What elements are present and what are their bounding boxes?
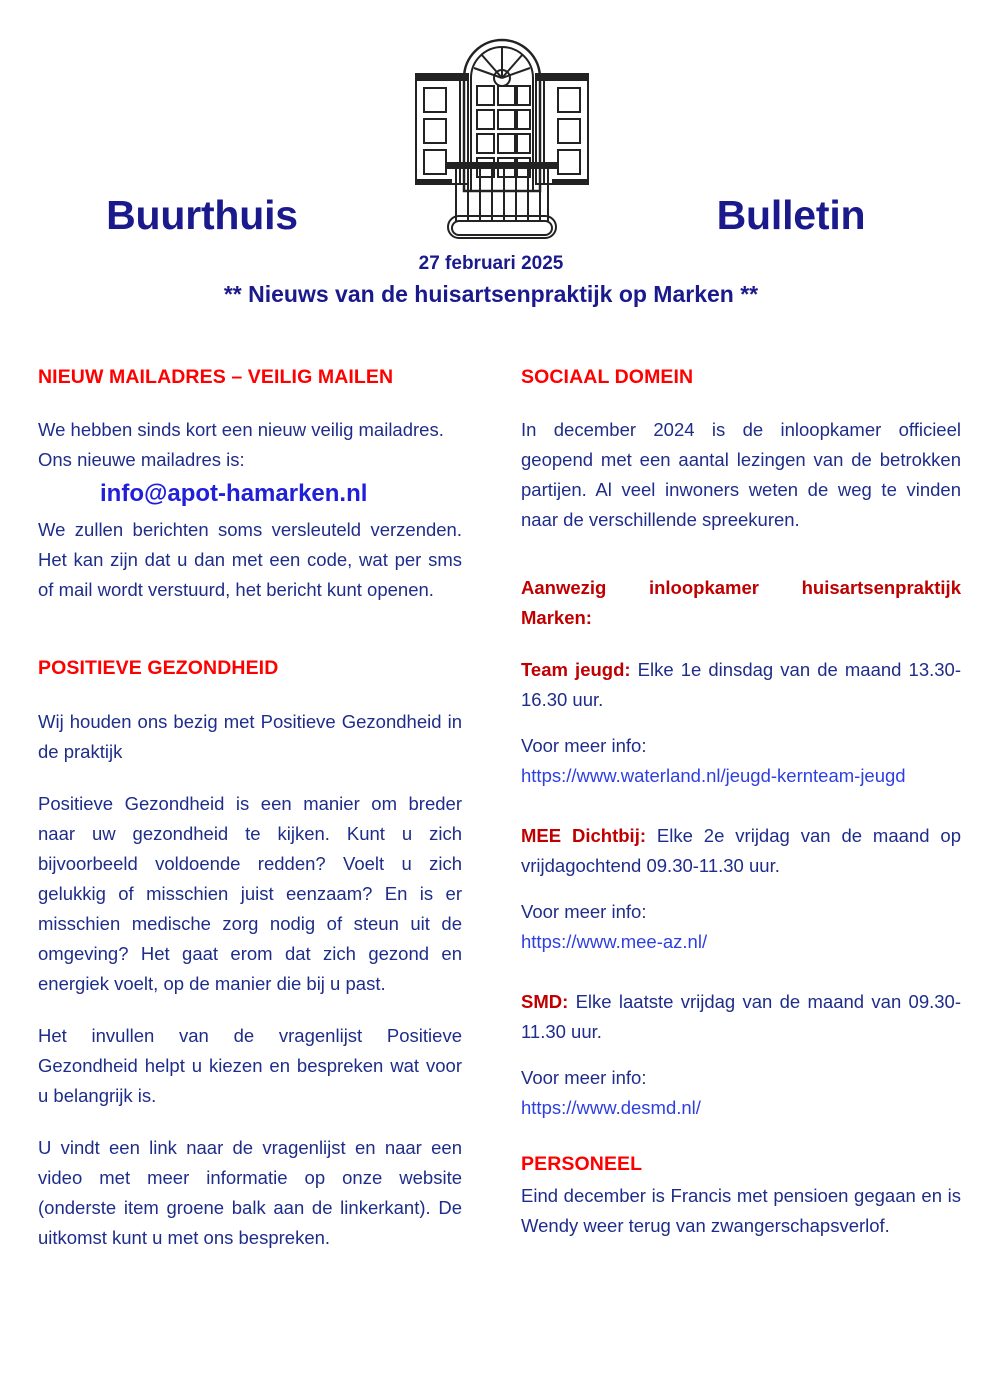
gezondheid-paragraph-3: Het invullen van de vragenlijst Positieve Gezondheid helpt u kiezen en bespreken wat voor u belangrijk is. (38, 1024, 462, 1106)
entry-smd (521, 987, 961, 1047)
entry-url-mee-dichtbij[interactable]: https://www.mee-az.nl/ (521, 931, 708, 953)
section-spacer (521, 1123, 961, 1153)
entry-spacer (521, 791, 961, 821)
entry-text-mee-dichtbij: Elke 2e vrijdag van de maand op vrijdagochtend 09.30-11.30 uur. (521, 825, 961, 877)
right-column (521, 366, 961, 1263)
entry-spacer (521, 957, 961, 987)
entry-text-team-jeugd: Elke 1e dinsdag van de maand 13.30-16.30 uur. (521, 659, 961, 711)
section-personeel (521, 1153, 961, 1240)
gezondheid-paragraph-2: Positieve Gezondheid is een manier om breder naar uw gezondheid te kijken. Kunt u zich bijvoorbeeld voldoende redden? Voelt u zich gelukkig of misschien juist eenzaam? En is er misschien medische zorg nodig of steun uit de omgeving? Het gaat erom dat zich gezond en energiek voelt, op de manier die bij u past. (38, 792, 462, 994)
section-heading-personeel: PERSONEEL (521, 1153, 643, 1176)
section-heading-positieve-gezondheid: POSITIEVE GEZONDHEID (38, 657, 279, 680)
entry-url-smd[interactable]: https://www.desmd.nl/ (521, 1097, 701, 1119)
entry-label-team-jeugd: Team jeugd: (521, 659, 631, 681)
info-label-mee-dichtbij: Voor meer info: (521, 901, 647, 923)
entry-info-team-jeugd (521, 731, 961, 791)
page-title-left: Buurthuis (106, 192, 298, 238)
section-heading-sociaal-domein: SOCIAAL DOMEIN (521, 366, 694, 388)
entry-team-jeugd (521, 655, 961, 715)
page-title-right: Bulletin (716, 192, 866, 238)
page-subtitle: ** Nieuws van de huisartsenpraktijk op Marken ** (223, 281, 759, 307)
paragraph-spacer (521, 557, 961, 573)
entry-spacer (521, 1047, 961, 1063)
left-column (38, 366, 462, 1275)
section-sociaal-domein (521, 366, 961, 1123)
section-nieuw-mailadres (38, 366, 462, 605)
entry-info-smd (521, 1063, 961, 1123)
section-positieve-gezondheid (38, 657, 462, 1252)
mailadres-paragraph-2: Ons nieuwe mailadres is: (38, 449, 245, 471)
entry-label-smd: SMD: (521, 991, 569, 1013)
entry-spacer (521, 881, 961, 897)
entry-label-mee-dichtbij: MEE Dichtbij: (521, 825, 646, 847)
entry-url-team-jeugd[interactable]: https://www.waterland.nl/jeugd-kernteam-jeugd (521, 765, 906, 787)
personeel-paragraph-1: Eind december is Francis met pensioen gegaan en is Wendy weer terug van zwangerschapsverlof. (521, 1184, 961, 1236)
gezondheid-paragraph-4: U vindt een link naar de vragenlijst en naar een video met meer informatie op onze website (onderste item groene balk aan de linkerkant). De uitkomst kunt u met ons bespreken. (38, 1136, 462, 1248)
entry-spacer (521, 715, 961, 731)
arched-window-building-icon (404, 16, 600, 248)
entry-info-mee-dichtbij (521, 897, 961, 957)
mailadres-paragraph-1: We hebben sinds kort een nieuw veilig mailadres. (38, 419, 444, 441)
gezondheid-paragraph-1: Wij houden ons bezig met Positieve Gezondheid in de praktijk (38, 710, 462, 762)
entry-text-smd: Elke laatste vrijdag van de maand van 09.30-11.30 uur. (521, 991, 961, 1043)
section-spacer (38, 627, 462, 657)
entry-mee-dichtbij (521, 821, 961, 881)
sociaal-domein-paragraph-1: In december 2024 is de inloopkamer officieel geopend met een aantal lezingen van de betrokken partijen. Al veel inwoners weten de weg te vinden naar de verschillende spreekuren. (521, 419, 961, 531)
issue-date: 27 februari 2025 (418, 253, 564, 274)
info-label-smd: Voor meer info: (521, 1067, 647, 1089)
email-address[interactable]: info@apot-hamarken.nl (100, 480, 368, 508)
info-label-team-jeugd: Voor meer info: (521, 735, 647, 757)
mailadres-paragraph-3: We zullen berichten soms versleuteld verzenden. Het kan zijn dat u dan met een code, wat per sms of mail wordt verstuurd, het bericht kunt openen. (38, 519, 462, 601)
section-heading-nieuw-mailadres: NIEUW MAILADRES – VEILIG MAILEN (38, 366, 394, 388)
masthead (0, 0, 982, 320)
sociaal-domein-subheading: Aanwezig inloopkamer huisartsenpraktijk Marken: (521, 577, 961, 629)
